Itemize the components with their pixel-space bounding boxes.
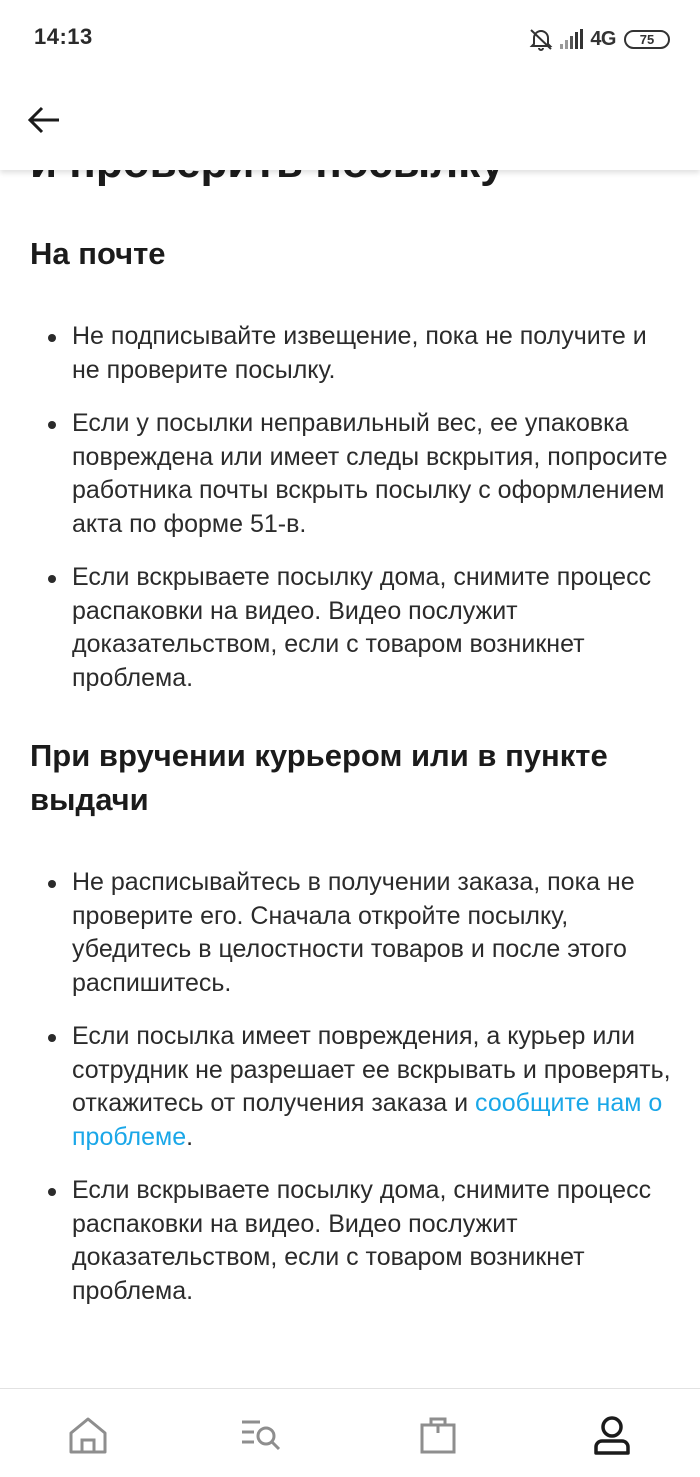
nav-catalog-button[interactable] <box>232 1411 292 1463</box>
report-problem-link[interactable]: сообщите нам о проблеме <box>72 1089 663 1151</box>
bag-icon <box>418 1415 458 1460</box>
post-office-list <box>48 320 676 695</box>
list-item: Если вскрываете посылку дома, снимите процесс распаковки на видео. Видео послужит доказательством, если с товаром возникнет проблема. <box>48 1174 676 1308</box>
section-title-post-office: На почте <box>30 236 166 271</box>
catalog-search-icon <box>240 1417 284 1458</box>
bottom-navigation <box>0 1388 700 1477</box>
network-type: 4G <box>590 27 616 50</box>
nav-orders-button[interactable] <box>408 1411 468 1463</box>
status-time: 14:13 <box>34 24 93 49</box>
list-item: Не подписывайте извещение, пока не получите и не проверите посылку. <box>48 320 676 387</box>
section-title-courier: При вручении курьером или в пункте выдачи <box>30 738 608 817</box>
mute-alarm-icon <box>528 27 554 51</box>
battery-icon <box>624 30 670 49</box>
list-item: Если посылка имеет повреждения, а курьер или сотрудник не разрешает ее вскрывать и проверять, откажитесь от получения заказа и сообщите нам о проблеме. <box>48 1020 676 1154</box>
back-button[interactable] <box>20 98 68 146</box>
bullet-icon <box>48 575 56 583</box>
list-item: Если вскрываете посылку дома, снимите процесс распаковки на видео. Видео послужит доказательством, если с товаром возникнет проблема. <box>48 561 676 695</box>
bullet-icon <box>48 880 56 888</box>
battery-level: 75 <box>639 31 655 47</box>
nav-home-button[interactable] <box>58 1411 118 1463</box>
bullet-icon <box>48 1188 56 1196</box>
list-item: Не расписывайтесь в получении заказа, пока не проверите его. Сначала откройте посылку, убедитесь в целостности товаров и после этого распишитесь. <box>48 866 676 1000</box>
nav-profile-button[interactable] <box>582 1411 642 1463</box>
home-icon <box>67 1415 109 1460</box>
courier-list <box>48 866 676 1308</box>
profile-icon <box>593 1415 631 1460</box>
bullet-icon <box>48 1034 56 1042</box>
arrow-left-icon <box>27 106 61 139</box>
bullet-icon <box>48 421 56 429</box>
list-item: Если у посылки неправильный вес, ее упаковка повреждена или имеет следы вскрытия, попросите работника почты вскрыть посылку с оформлением акта по форме 51-в. <box>48 407 676 541</box>
status-bar <box>0 0 700 78</box>
signal-icon <box>560 29 584 49</box>
top-app-bar <box>0 78 700 170</box>
status-icons <box>528 26 670 52</box>
bullet-icon <box>48 334 56 342</box>
